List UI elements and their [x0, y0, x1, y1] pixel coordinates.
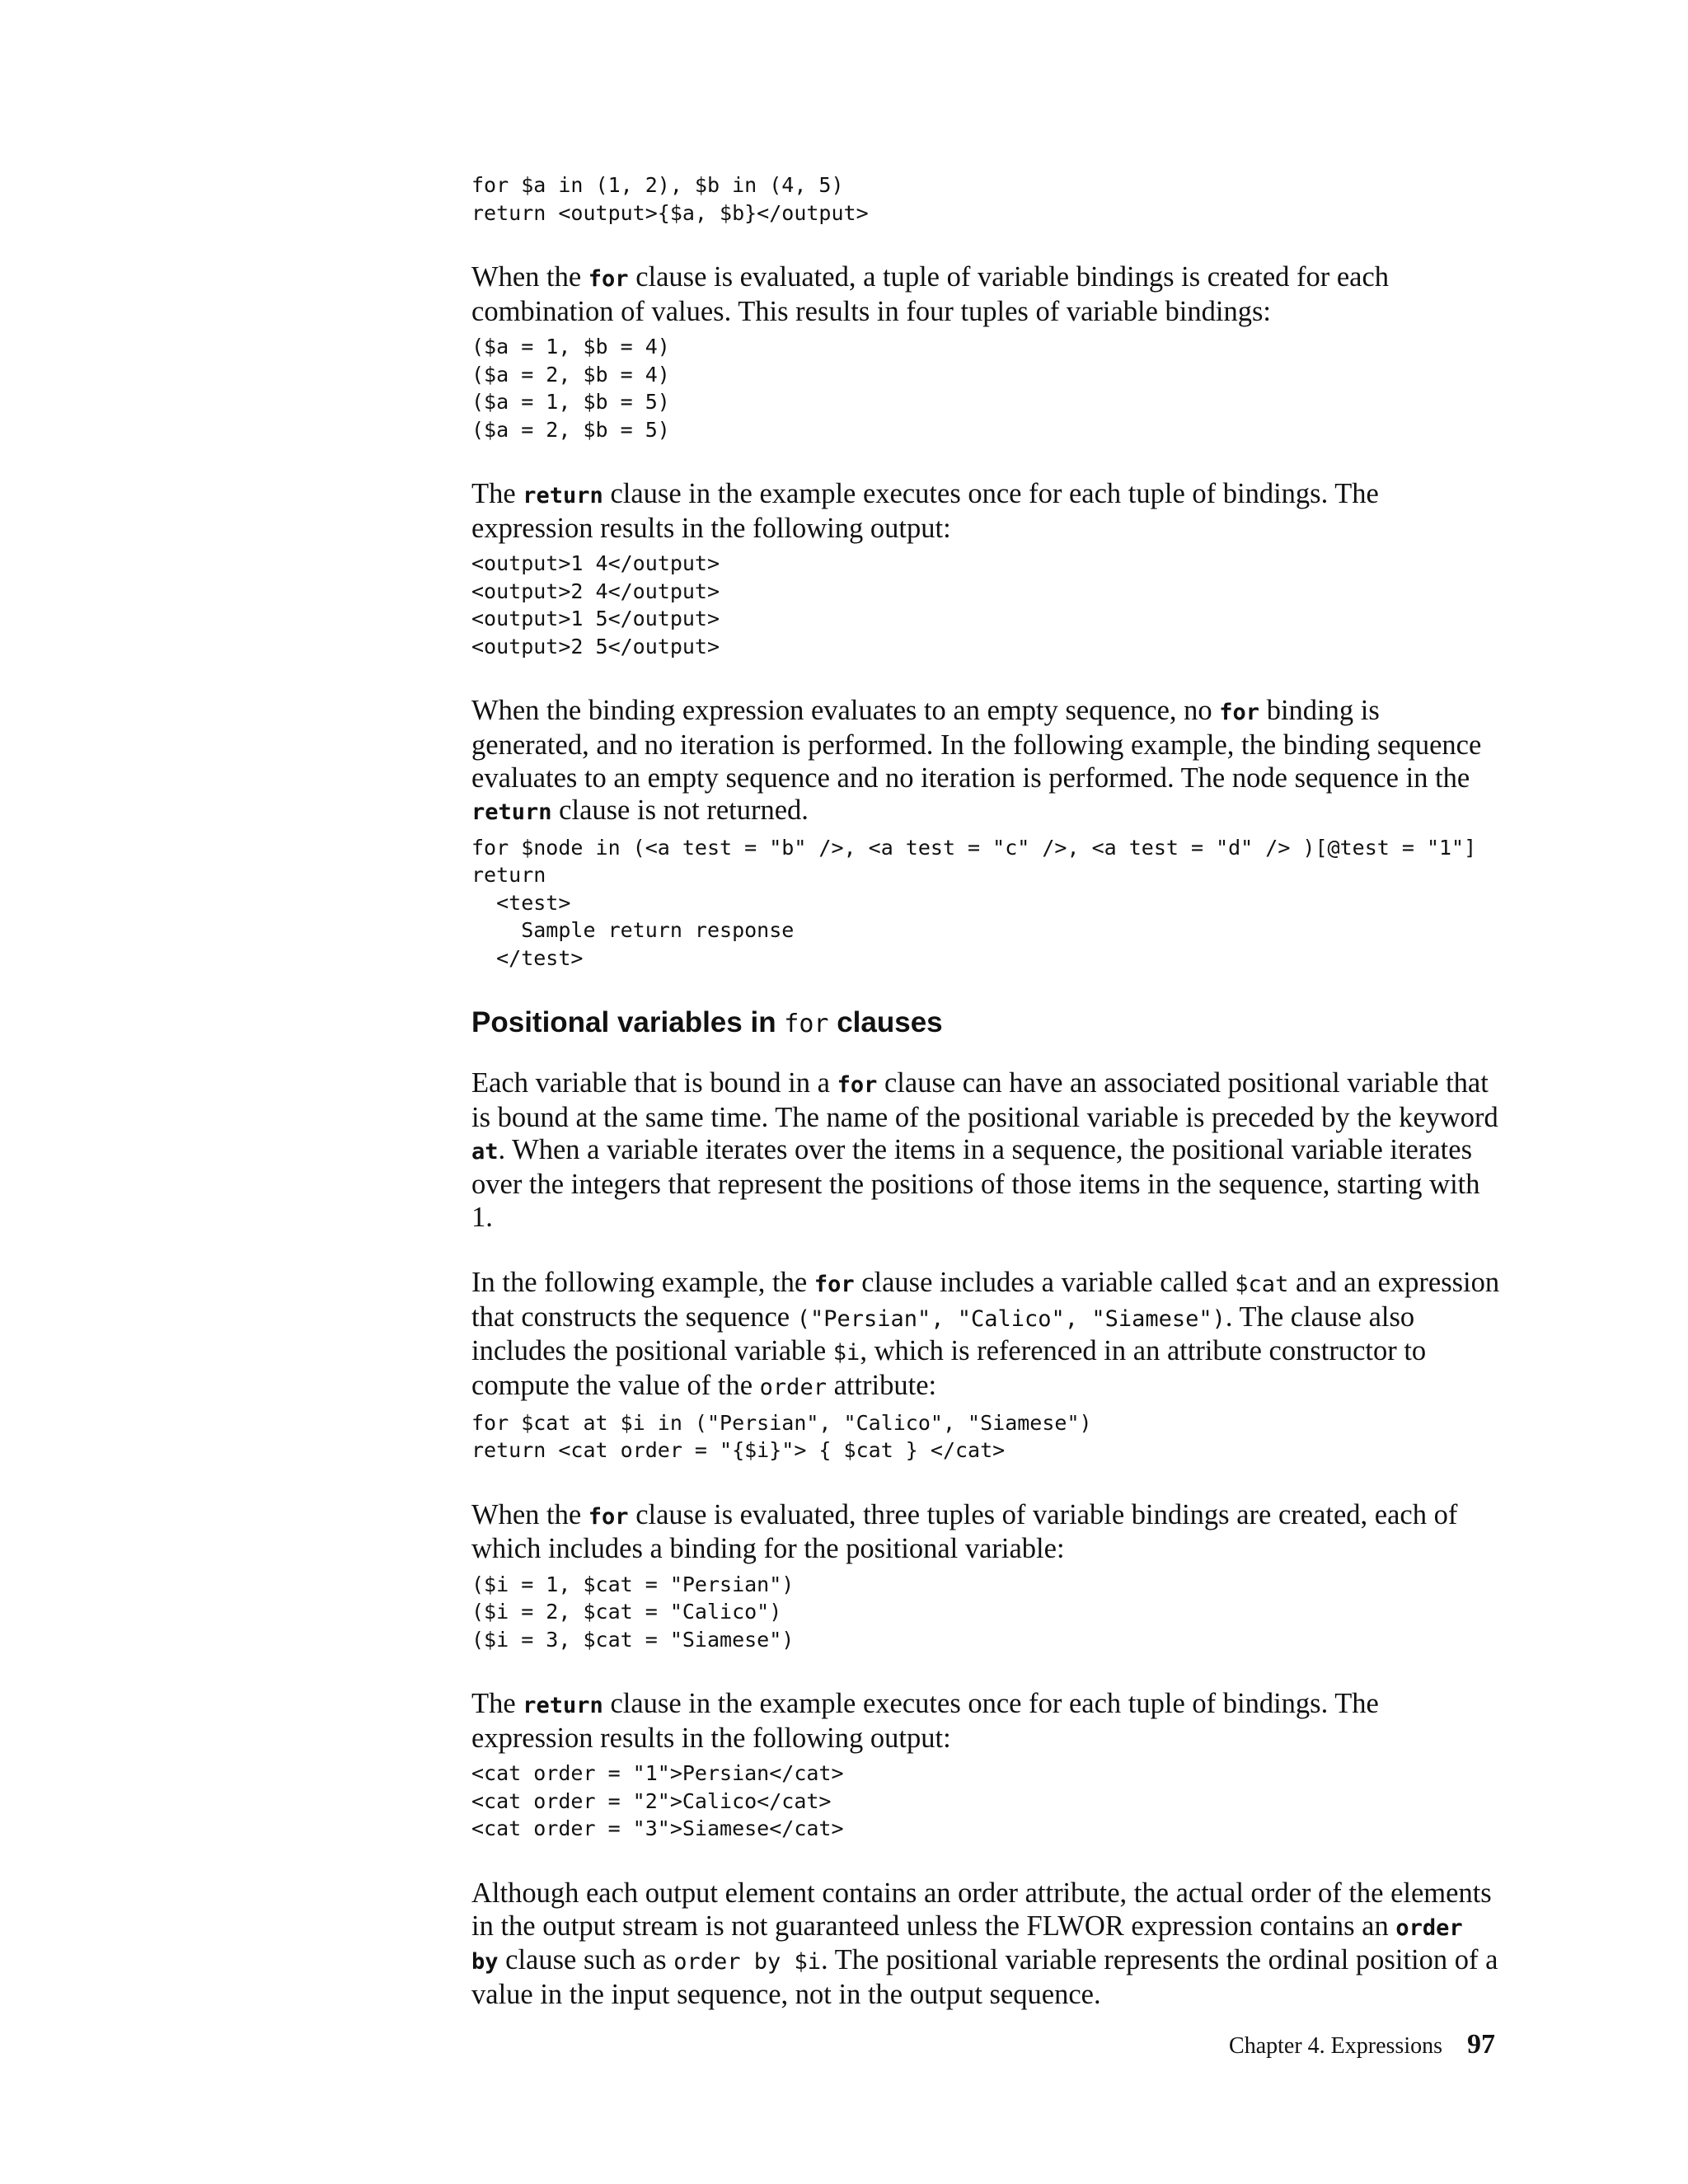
paragraph-return-output-cat: The return clause in the example executes once for each tuple of bindings. The expression results in the following output: [471, 1688, 1379, 1754]
code-cat-example: for $cat at $i in ("Persian", "Calico", "Siamese") return <cat order = "{$i}"> { $cat } </cat> [471, 1410, 1092, 1463]
section-heading-positional-variables: Positional variables in for clauses [471, 1006, 943, 1039]
page-number: 97 [1467, 2029, 1495, 2060]
chapter-title: Chapter 4. Expressions [1229, 2033, 1442, 2059]
paragraph-order-not-guaranteed: Although each output element contains an order attribute, the actual order of the elements in the output stream is not guaranteed unless the FLWOR expression contains an order by clause such as order by $i. The positional variable represents the ordinal position of a value in the input sequence, not in the output sequence. [471, 1877, 1498, 2010]
paragraph-three-tuples: When the for clause is evaluated, three tuples of variable bindings are created, each of which includes a binding for the positional variable: [471, 1498, 1458, 1565]
paragraph-for-clause-tuples: When the for clause is evaluated, a tuple of variable bindings is created for each combination of values. This results in four tuples of variable bindings: [471, 261, 1390, 327]
code-example-for-clause: for $a in (1, 2), $b in (4, 5) return <output>{$a, $b}</output> [471, 173, 869, 225]
code-cat-output: <cat order = "1">Persian</cat> <cat order = "2">Calico</cat> <cat order = "3">Siamese</cat> [471, 1761, 844, 1841]
code-positional-bindings: ($i = 1, $cat = "Persian") ($i = 2, $cat = "Calico") ($i = 3, $cat = "Siamese") [471, 1572, 795, 1652]
page-content [471, 171, 1502, 2011]
paragraph-positional-intro: Each variable that is bound in a for clause can have an associated positional variable that is bound at the same time. The name of the positional variable is preceded by the keyword at. When a variable iterates over the items in a sequence, the positional variable iterates over the integers that represent the positions of those items in the sequence, starting with 1. [471, 1067, 1498, 1233]
page-footer [1229, 2029, 1495, 2060]
code-empty-sequence-example: for $node in (<a test = "b" />, <a test = "c" />, <a test = "d" /> )[@test = "1"] return <test> Sample return response </test> [471, 835, 1477, 970]
paragraph-return-clause: The return clause in the example executes once for each tuple of bindings. The expression results in the following output: [471, 478, 1379, 544]
paragraph-cat-example: In the following example, the for clause includes a variable called $cat and an expression that constructs the sequence ("Persian", "Calico", "Siamese"). The clause also includes the positional variable $i, which is referenced in an attribute constructor to compute the value of the order attribute: [471, 1267, 1500, 1401]
paragraph-empty-sequence: When the binding expression evaluates to an empty sequence, no for binding is generated, and no iteration is performed. In the following example, the binding sequence evaluates to an empty sequence and no iteration is performed. The node sequence in the return clause is not returned. [471, 695, 1482, 827]
code-bindings-list: ($a = 1, $b = 4) ($a = 2, $b = 4) ($a = 1, $b = 5) ($a = 2, $b = 5) [471, 335, 670, 442]
code-output-list: <output>1 4</output> <output>2 4</output> <output>1 5</output> <output>2 5</output> [471, 551, 720, 658]
